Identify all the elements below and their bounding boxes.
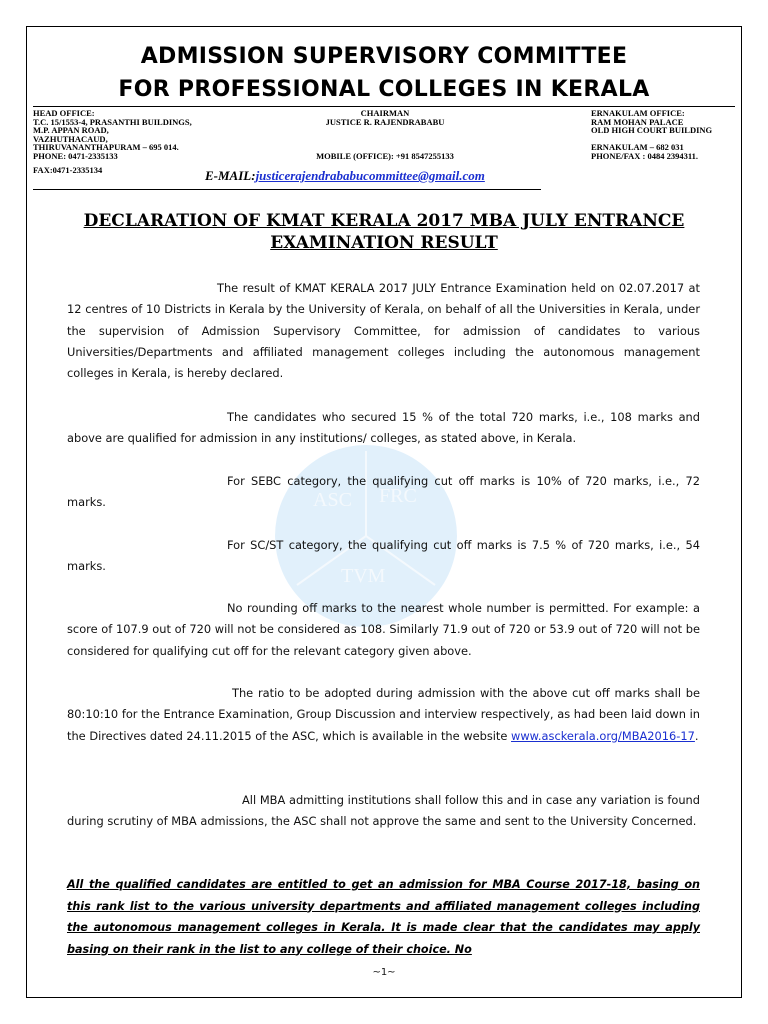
- asc-website-link[interactable]: www.asckerala.org/MBA2016-17: [511, 728, 695, 743]
- page-number: ~1~: [372, 967, 396, 978]
- committee-title-line1: ADMISSION SUPERVISORY COMMITTEE: [140, 44, 628, 69]
- ernakulam-office-block: [591, 109, 712, 161]
- declaration-heading-line2: EXAMINATION RESULT: [270, 233, 498, 253]
- ernakulam-office-line: PHONE/FAX : 0484 2394311.: [591, 150, 699, 161]
- paragraph-admission-ratio: [67, 683, 700, 747]
- paragraph-scst-cutoff: For SC/ST category, the qualifying cut off marks is 7.5 % of 720 marks, i.e., 54 marks.: [67, 538, 700, 574]
- head-office-block: [33, 109, 192, 174]
- chairman-label: CHAIRMAN: [360, 108, 410, 118]
- declaration-heading-line1: DECLARATION OF KMAT KERALA 2017 MBA JULY ENTRANCE: [83, 211, 685, 231]
- email-line: [205, 168, 485, 184]
- paragraph-institution-compliance: All MBA admitting institutions shall follow this and in case any variation is found during scrutiny of MBA admissions, the ASC shall not approve the same and sent to the University Concerned.: [67, 793, 700, 829]
- seal-text-right: FRC: [379, 485, 417, 507]
- chairman-mobile: MOBILE (OFFICE): +91 8547255133: [316, 150, 454, 161]
- paragraph-qualifying-marks: The candidates who secured 15 % of the total 720 marks, i.e., 108 marks and above are qualified for admission in any institutions/ colleges, as stated above, in Kerala.: [67, 410, 700, 446]
- head-office-line: HEAD OFFICE:: [33, 108, 95, 118]
- ernakulam-office-line: ERNAKULAM – 682 031: [591, 142, 684, 153]
- email-link[interactable]: justicerajendrababucommittee@gmail.com: [255, 168, 485, 183]
- ratio-text: The ratio to be adopted during admission with the above cut off marks shall be 80:10:10 for the Entrance Examination, Group Discussion and interview respectively, as had been laid down in the Directives dated 24.11.2015 of the ASC, which is available in the website: [67, 686, 700, 743]
- ernakulam-office-line: OLD HIGH COURT BUILDING: [591, 125, 713, 136]
- seal-text-bottom: TVM: [341, 565, 386, 587]
- declaration-heading: [27, 210, 741, 254]
- ratio-end: .: [694, 728, 699, 743]
- head-office-line: M.P. APPAN ROAD,: [33, 125, 109, 136]
- head-office-line: FAX:0471-2335134: [33, 164, 103, 175]
- paragraph-result-declared: The result of KMAT KERALA 2017 JULY Entrance Examination held on 02.07.2017 at 12 centres of 10 Districts in Kerala by the University of Kerala, on behalf of all the Universities in Kerala, under the supervision of Admission Supervisory Committee, for admission of candidates to various Universities/Departments and affiliated management colleges including the autonomous management colleges in Kerala, is hereby declared.: [67, 281, 700, 381]
- header-rule: [33, 106, 735, 107]
- paragraph-sebc-cutoff: For SEBC category, the qualifying cut off marks is 10% of 720 marks, i.e., 72 marks.: [67, 474, 700, 510]
- head-office-line: PHONE: 0471-2335133: [33, 150, 118, 161]
- document-page: [26, 26, 742, 998]
- ernakulam-office-line: RAM MOHAN PALACE: [591, 116, 684, 127]
- seal-text-left: ASC: [313, 489, 352, 511]
- ernakulam-office-line: ERNAKULAM OFFICE:: [591, 108, 685, 118]
- email-label: E-MAIL:: [205, 168, 256, 183]
- head-office-line: THIRUVANANTHAPURAM – 695 014.: [33, 142, 179, 153]
- chairman-name: JUSTICE R. RAJENDRABABU: [325, 116, 445, 127]
- chairman-block: [285, 109, 485, 161]
- email-rule: [33, 189, 541, 190]
- head-office-line: T.C. 15/1553-4, PRASANTHI BUILDINGS,: [33, 116, 192, 127]
- committee-title-line2: FOR PROFESSIONAL COLLEGES IN KERALA: [118, 77, 650, 102]
- paragraph-qualified-candidates: All the qualified candidates are entitled to get an admission for MBA Course 2017-18, basing on this rank list to the various university departments and affiliated management colleges including the autonomous management colleges in Kerala. It is made clear that the candidates may apply basing on their rank in the list to any college of their choice. No: [67, 878, 700, 956]
- head-office-line: VAZHUTHACAUD,: [33, 133, 108, 144]
- paragraph-no-rounding: No rounding off marks to the nearest whole number is permitted. For example: a score of 107.9 out of 720 will not be considered as 108. Similarly 71.9 out of 720 or 53.9 out of 720 will not be considered for qualifying cut off for the relevant category given above.: [67, 601, 700, 658]
